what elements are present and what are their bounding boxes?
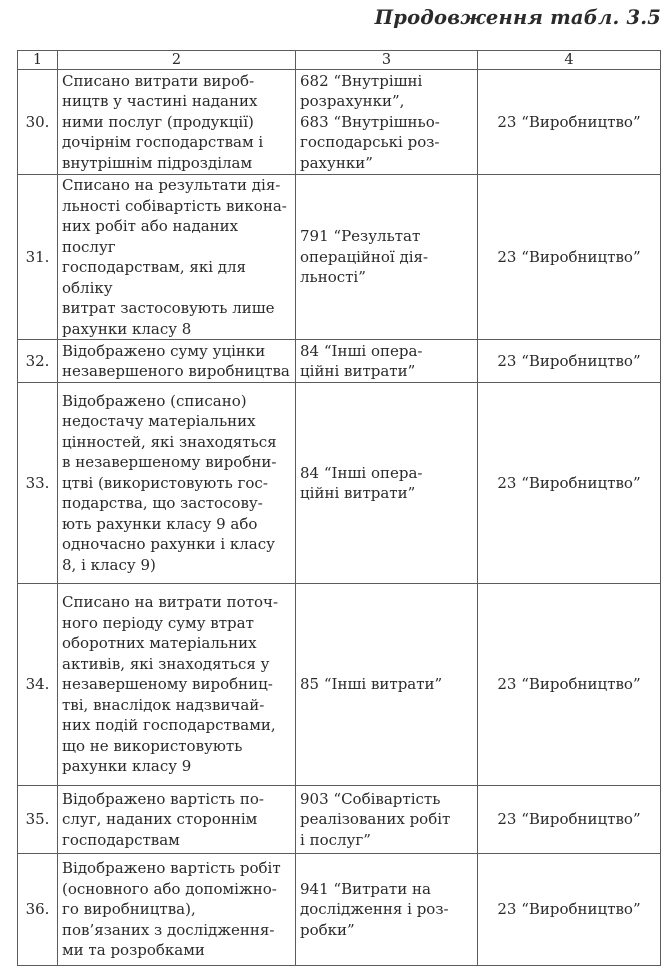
table-row bbox=[18, 175, 661, 340]
debit-account: 84 “Інші опера- ційні витрати” bbox=[296, 340, 478, 383]
debit-account: 84 “Інші опера- ційні витрати” bbox=[296, 383, 478, 584]
debit-account: 791 “Результат операційної дія- льності” bbox=[296, 175, 478, 340]
credit-account: 23 “Виробництво” bbox=[478, 584, 661, 786]
operation-description: Відображено (списано) недостачу матеріальних цінностей, які знаходяться в незавершеному виробни- цтві (використовують гос- подарства, що застосову- ють рахунки класу 9 або одночасно рахунки і класу 8, і класу 9) bbox=[58, 383, 296, 584]
operation-description: Відображено вартість робіт (основного або допоміжно- го виробництва), пов’язаних з дослідження- ми та розробками bbox=[58, 854, 296, 966]
credit-account: 23 “Виробництво” bbox=[478, 70, 661, 175]
table-row bbox=[18, 70, 661, 175]
credit-account: 23 “Виробництво” bbox=[478, 340, 661, 383]
credit-account: 23 “Виробництво” bbox=[478, 383, 661, 584]
row-number: 33. bbox=[18, 383, 58, 584]
table-row bbox=[18, 340, 661, 383]
column-header-3: 3 bbox=[296, 51, 478, 70]
table-row bbox=[18, 383, 661, 584]
row-number: 32. bbox=[18, 340, 58, 383]
operation-description: Списано на результати дія- льності собівартість викона- них робіт або наданих послуг господарствам, які для обліку витрат застосовують лише рахунки класу 8 bbox=[58, 175, 296, 340]
operation-description: Списано на витрати поточ- ного періоду суму втрат оборотних матеріальних активів, які знаходяться у незавершеному виробниц- тві, внаслідок надзвичай- них подій господарствами, що не використовують рахунки класу 9 bbox=[58, 584, 296, 786]
debit-account: 682 “Внутрішні розрахунки”, 683 “Внутрішньо- господарські роз- рахунки” bbox=[296, 70, 478, 175]
column-header-4: 4 bbox=[478, 51, 661, 70]
accounting-table bbox=[17, 50, 661, 966]
operation-description: Відображено вартість по- слуг, наданих стороннім господарствам bbox=[58, 786, 296, 854]
row-number: 30. bbox=[18, 70, 58, 175]
credit-account: 23 “Виробництво” bbox=[478, 175, 661, 340]
row-number: 35. bbox=[18, 786, 58, 854]
row-number: 31. bbox=[18, 175, 58, 340]
row-number: 34. bbox=[18, 584, 58, 786]
debit-account: 85 “Інші витрати” bbox=[296, 584, 478, 786]
table-row bbox=[18, 584, 661, 786]
table-row bbox=[18, 786, 661, 854]
column-header-2: 2 bbox=[58, 51, 296, 70]
credit-account: 23 “Виробництво” bbox=[478, 786, 661, 854]
credit-account: 23 “Виробництво” bbox=[478, 854, 661, 966]
table-caption: Продовження табл. 3.5 bbox=[374, 6, 661, 29]
table-row bbox=[18, 854, 661, 966]
debit-account: 903 “Собівартість реалізованих робіт і послуг” bbox=[296, 786, 478, 854]
row-number: 36. bbox=[18, 854, 58, 966]
operation-description: Відображено суму уцінки незавершеного виробництва bbox=[58, 340, 296, 383]
column-header-1: 1 bbox=[18, 51, 58, 70]
debit-account: 941 “Витрати на дослідження і роз- робки” bbox=[296, 854, 478, 966]
operation-description: Списано витрати вироб- ництв у частині наданих ними послуг (продукції) дочірнім господарствам і внутрішнім підрозділам bbox=[58, 70, 296, 175]
table-header-row bbox=[18, 51, 661, 70]
